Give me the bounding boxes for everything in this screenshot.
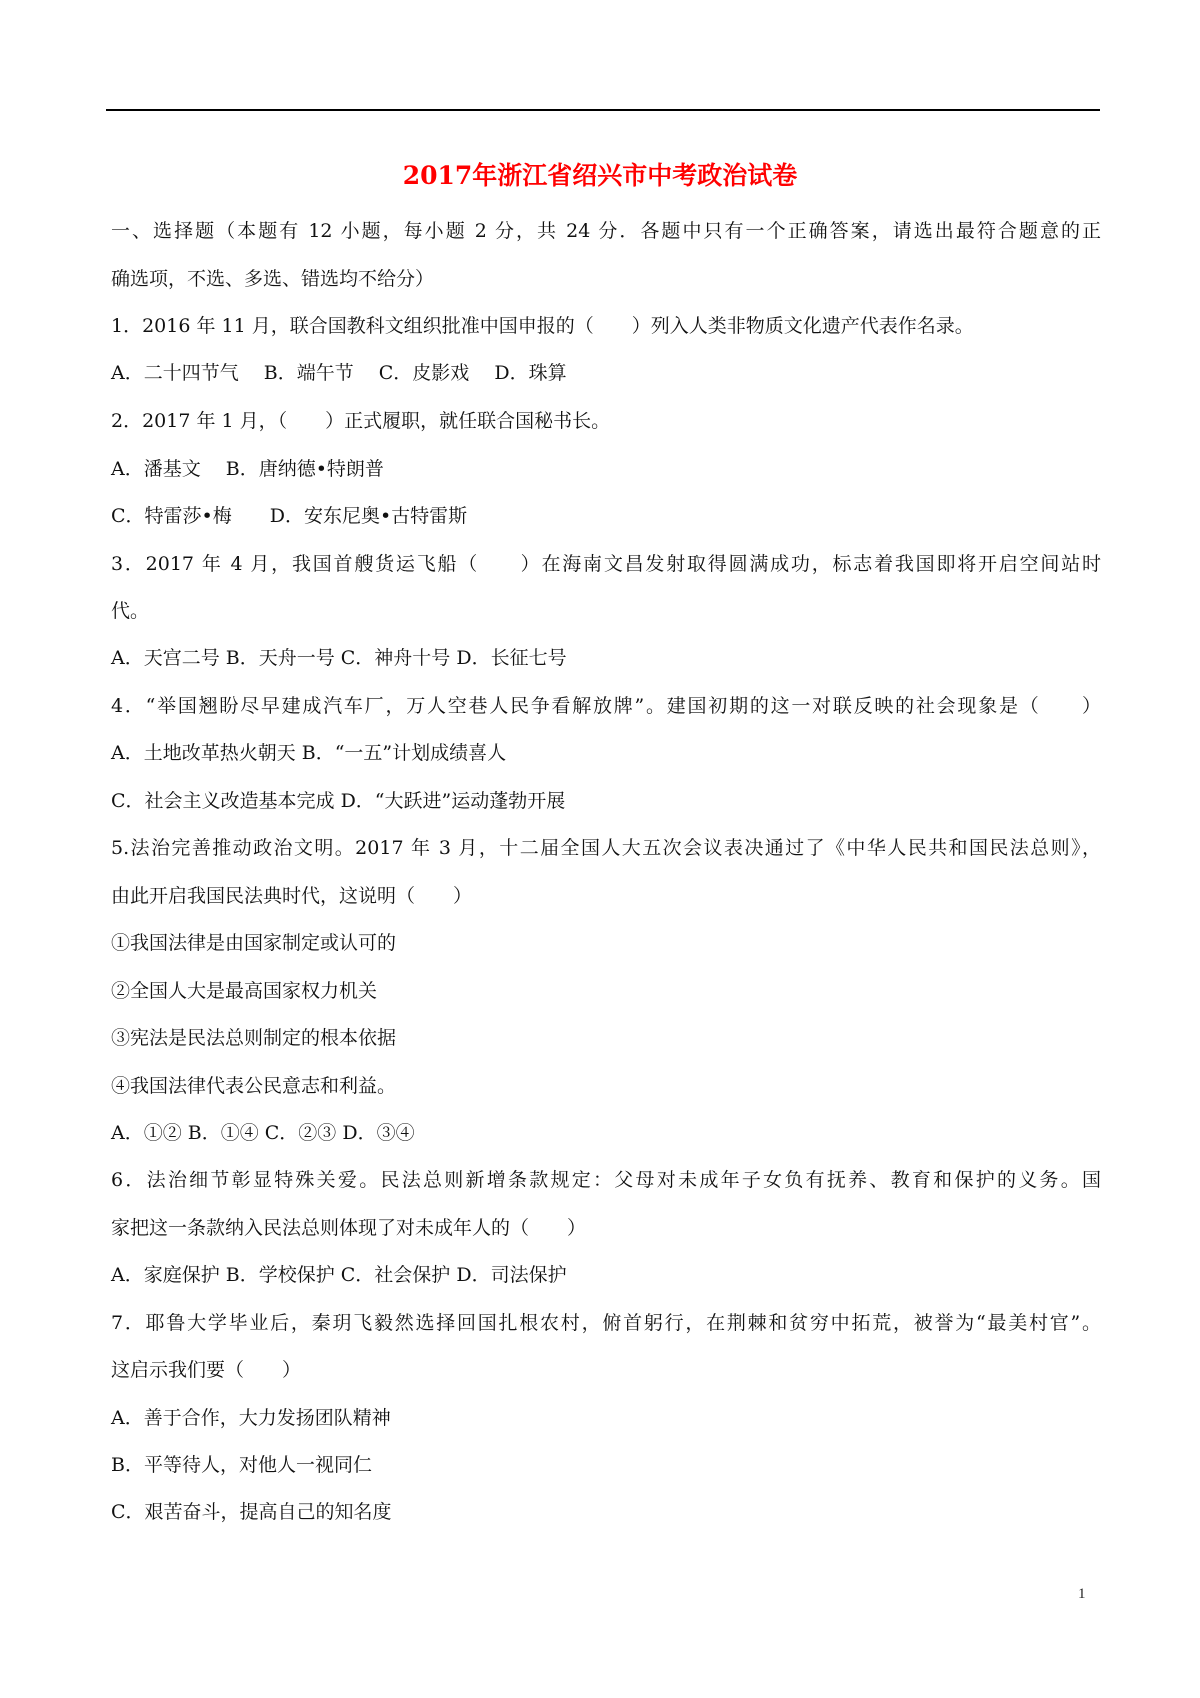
section-instruction-line-1: 一、选择题（本题有 12 小题，每小题 2 分，共 24 分．各题中只有一个正确答案，请选出最符合题意的正 bbox=[111, 220, 1101, 242]
question-5-statement-4: ④我国法律代表公民意志和利益。 bbox=[111, 1075, 397, 1097]
question-5-stem-line-1: 5.法治完善推动政治文明。2017 年 3 月，十二届全国人大五次会议表决通过了《中华人民共和国民法总则》， bbox=[111, 837, 1101, 859]
question-6-stem-line-1: 6．法治细节彰显特殊关爱。民法总则新增条款规定：父母对未成年子女负有抚养、教育和保护的义务。国 bbox=[111, 1169, 1101, 1191]
header-rule bbox=[106, 109, 1100, 111]
question-7-stem-line-1: 7．耶鲁大学毕业后，秦玥飞毅然选择回国扎根农村，俯首躬行，在荆棘和贫穷中拓荒，被誉为“最美村官”。 bbox=[111, 1312, 1101, 1334]
exam-title: 2017年浙江省绍兴市中考政治试卷 bbox=[402, 161, 798, 190]
section-instruction-line-2: 确选项，不选、多选、错选均不给分） bbox=[111, 268, 435, 290]
question-7-option-b: B．平等待人，对他人一视同仁 bbox=[111, 1454, 372, 1476]
question-2-options-line-2: C．特雷莎•梅 D．安东尼奥•古特雷斯 bbox=[111, 505, 468, 527]
question-5-stem-line-2: 由此开启我国民法典时代，这说明（ ） bbox=[111, 885, 473, 907]
question-5-statement-1: ①我国法律是由国家制定或认可的 bbox=[111, 932, 397, 954]
question-4-stem: 4．“举国翘盼尽早建成汽车厂，万人空巷人民争看解放牌”。建国初期的这一对联反映的社会现象是（ ） bbox=[111, 695, 1101, 717]
question-7-stem-line-2: 这启示我们要（ ） bbox=[111, 1359, 302, 1381]
question-3-options: A．天宫二号 B．天舟一号 C．神舟十号 D．长征七号 bbox=[111, 647, 567, 669]
question-7-option-a: A．善于合作，大力发扬团队精神 bbox=[111, 1407, 391, 1429]
question-4-options-line-2: C．社会主义改造基本完成 D．“大跃进”运动蓬勃开展 bbox=[111, 790, 566, 812]
question-6-stem-line-2: 家把这一条款纳入民法总则体现了对未成年人的（ ） bbox=[111, 1217, 587, 1239]
page-number: 1 bbox=[1078, 1586, 1086, 1602]
question-1-stem: 1．2016 年 11 月，联合国教科文组织批准中国申报的（ ）列入人类非物质文化遗产代表作名录。 bbox=[111, 315, 974, 337]
question-6-options: A．家庭保护 B．学校保护 C．社会保护 D．司法保护 bbox=[111, 1264, 567, 1286]
question-2-stem: 2．2017 年 1 月，（ ）正式履职，就任联合国秘书长。 bbox=[111, 410, 611, 432]
question-3-stem-line-2: 代。 bbox=[111, 600, 150, 622]
question-5-statement-3: ③宪法是民法总则制定的根本依据 bbox=[111, 1027, 397, 1049]
question-5-options: A．①② B．①④ C．②③ D．③④ bbox=[111, 1122, 415, 1144]
question-7-option-c: C．艰苦奋斗，提高自己的知名度 bbox=[111, 1501, 392, 1523]
question-2-options-line-1: A．潘基文 B．唐纳德•特朗普 bbox=[111, 458, 384, 480]
question-4-options-line-1: A．土地改革热火朝天 B．“一五”计划成绩喜人 bbox=[111, 742, 507, 764]
question-5-statement-2: ②全国人大是最高国家权力机关 bbox=[111, 980, 378, 1002]
question-3-stem-line-1: 3．2017 年 4 月，我国首艘货运飞船（ ）在海南文昌发射取得圆满成功，标志着我国即将开启空间站时 bbox=[111, 553, 1101, 575]
question-1-options: A．二十四节气 B．端午节 C．皮影戏 D．珠算 bbox=[111, 362, 567, 384]
